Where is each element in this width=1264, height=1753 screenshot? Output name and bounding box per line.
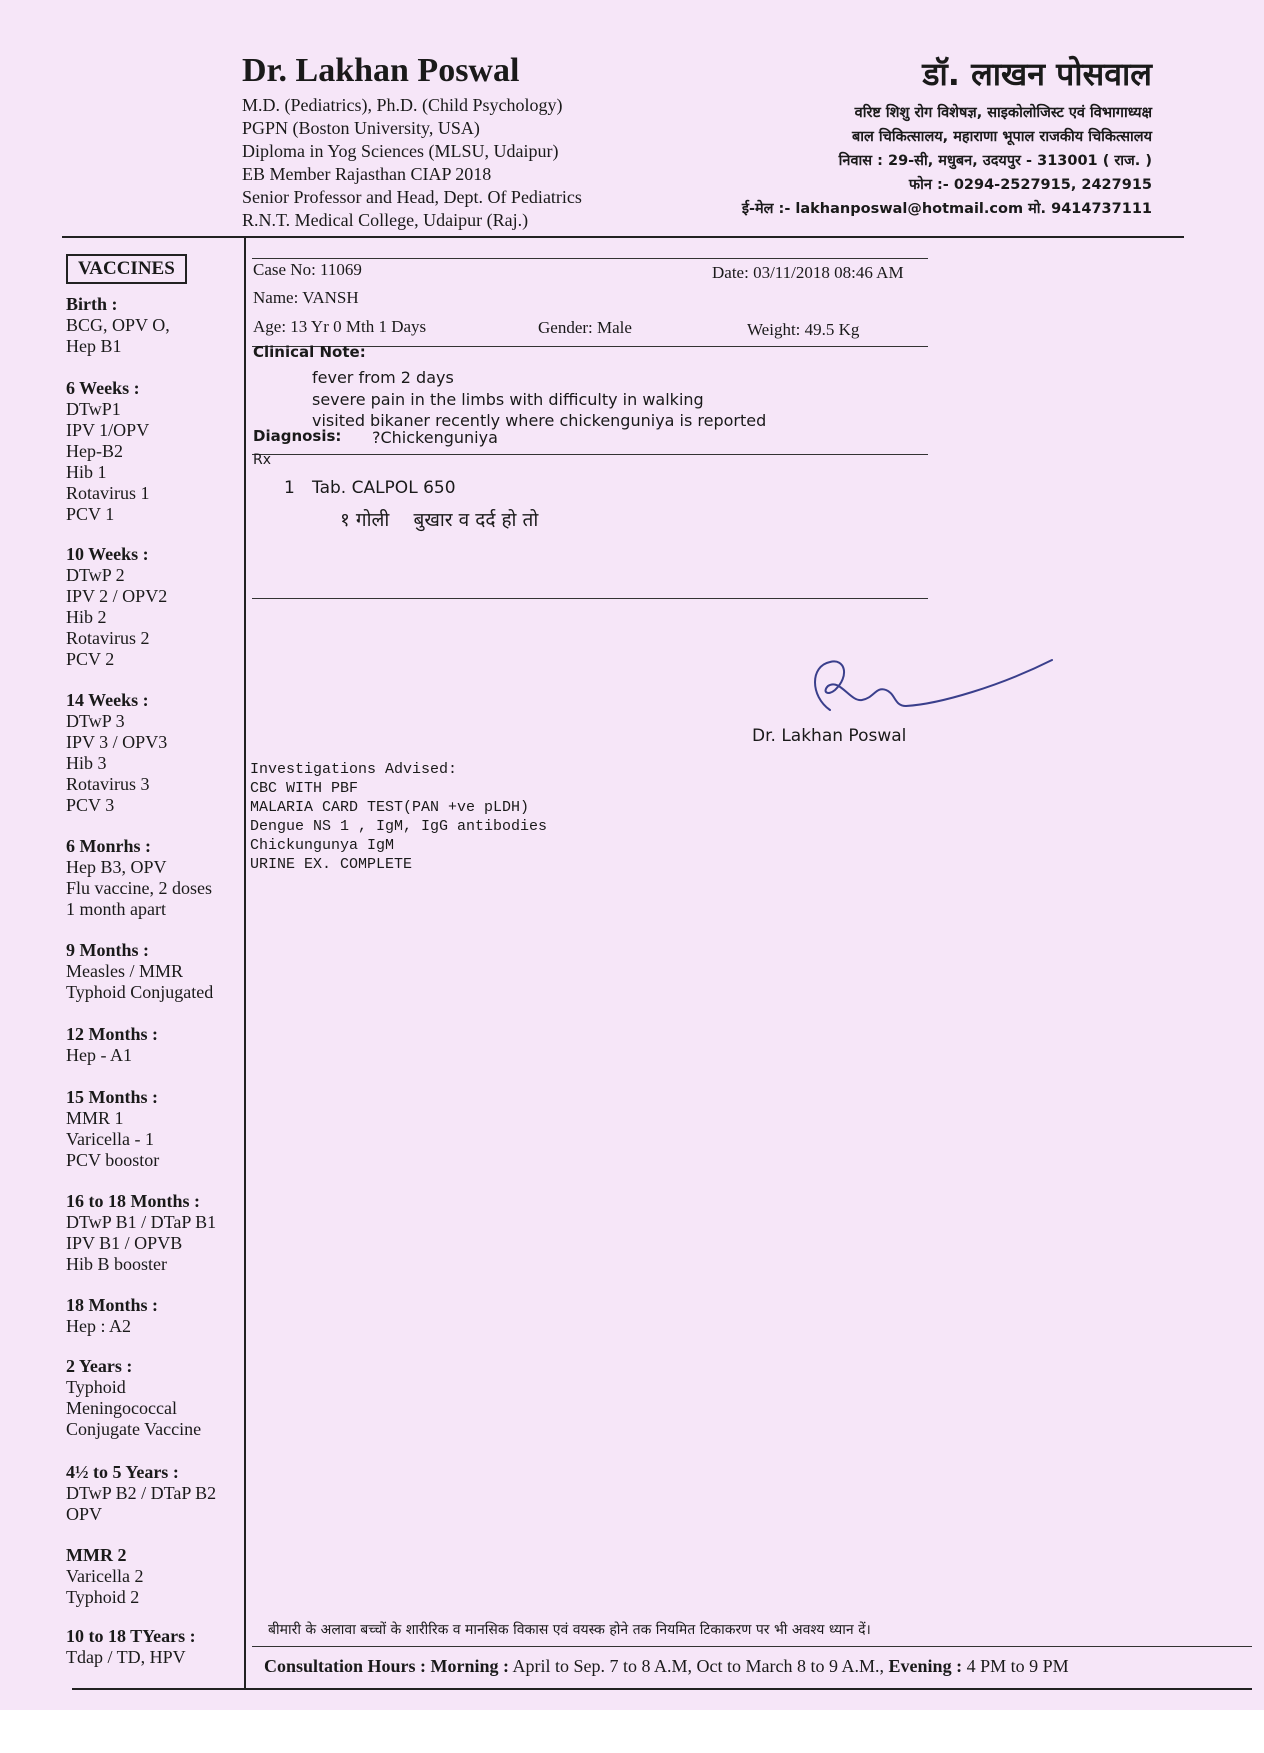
vaccine-item: Hep B3, OPV [66,857,167,877]
doctor-name: Dr. Lakhan Poswal [242,52,520,89]
hindi-line: निवास : 29-सी, मधुबन, उदयपुर - 313001 ( राज. ) [838,153,1152,169]
credential-line: PGPN (Boston University, USA) [242,118,480,138]
vaccine-item: Hep-B2 [66,441,123,461]
investigation-item: MALARIA CARD TEST(PAN +ve pLDH) [250,799,530,816]
credential-line: Senior Professor and Head, Dept. Of Pediatrics [242,187,582,207]
vaccine-group [66,1191,216,1275]
morning-hours: April to Sep. 7 to 8 A.M, Oct to March 8 to 9 A.M., [512,1656,885,1676]
vaccine-group [66,690,167,816]
vaccine-item: Hib 3 [66,753,107,773]
vaccine-item: Rotavirus 3 [66,774,150,794]
rule [252,258,928,259]
credential-line: EB Member Rajasthan CIAP 2018 [242,164,492,184]
column-divider [244,238,246,1688]
vaccine-item: Measles / MMR [66,961,183,981]
vaccine-item: DTwP 3 [66,711,125,731]
vaccine-group [66,940,213,1003]
vaccine-item: Typhoid [66,1377,126,1397]
vaccine-item: Meningococcal [66,1398,177,1418]
vaccine-item: PCV 1 [66,504,115,524]
vaccine-item: IPV B1 / OPVB [66,1233,183,1253]
vaccine-item: Conjugate Vaccine [66,1419,202,1439]
evening-label: Evening : [888,1656,963,1676]
clinical-note-label: Clinical Note: [253,343,366,361]
clinical-note: visited bikaner recently where chickenguniya is reported [312,411,767,430]
vaccine-group [66,836,212,920]
vaccine-group [66,1356,201,1440]
investigations-title: Investigations Advised: [250,761,458,778]
vaccine-item: IPV 1/OPV [66,420,150,440]
hindi-line: फोन :- 0294-2527915, 2427915 [908,177,1152,193]
visit-date: Date: 03/11/2018 08:46 AM [712,263,904,282]
vaccine-group-heading: 2 Years : [66,1356,133,1376]
vaccine-item: Typhoid Conjugated [66,982,214,1002]
evening-hours: 4 PM to 9 PM [966,1656,1069,1676]
doctor-name-hindi: डॉ. लाखन पोसवाल [922,55,1152,93]
rx-item-number: 1 [284,478,295,498]
vaccine-group-heading: 9 Months : [66,940,150,960]
vaccine-item: IPV 3 / OPV3 [66,732,168,752]
hindi-line: ई-मेल :- lakhanposwal@hotmail.com मो. 9414737111 [741,201,1152,217]
vaccine-group-heading: 6 Weeks : [66,378,140,398]
vaccine-item: 1 month apart [66,899,166,919]
diagnosis-value: ?Chickenguniya [372,428,498,447]
vaccine-group [66,544,167,670]
investigation-item: Dengue NS 1 , IgM, IgG antibodies [250,818,548,835]
vaccine-group-heading: 18 Months : [66,1295,159,1315]
vaccine-item: Typhoid 2 [66,1587,140,1607]
vaccine-item: Hep B1 [66,336,122,356]
vaccine-group-heading: 10 to 18 TYears : [66,1626,196,1646]
rx-label: Rx [253,452,272,468]
vaccine-item: Hep : A2 [66,1316,131,1336]
case-number: Case No: 11069 [253,260,362,279]
rule [252,454,928,455]
hindi-line: बाल चिकित्सालय, महाराणा भूपाल राजकीय चिकित्सालय [851,129,1152,145]
vaccine-group-heading: 10 Weeks : [66,544,149,564]
footer-bottom-rule [72,1688,1252,1690]
vaccine-group [66,378,150,525]
hindi-line: वरिष्ट शिशु रोग विशेषज्ञ, साइकोलोजिस्ट एवं विभागाध्यक्ष [854,105,1152,121]
vaccine-group [66,1545,143,1608]
rx-instruction: १ गोली बुखार व दर्द हो तो [340,509,539,531]
vaccine-group [66,1626,196,1668]
investigation-item: URINE EX. COMPLETE [250,856,413,873]
vaccine-item: Hib 1 [66,462,107,482]
patient-age: Age: 13 Yr 0 Mth 1 Days [253,317,427,336]
footer-divider [252,1646,1252,1647]
vaccine-item: PCV boostor [66,1150,160,1170]
clinical-note: fever from 2 days [312,368,454,387]
credential-line: Diploma in Yog Sciences (MLSU, Udaipur) [242,141,559,161]
vaccine-group [66,1295,158,1337]
vaccine-item: PCV 2 [66,649,115,669]
credential-line: M.D. (Pediatrics), Ph.D. (Child Psychology) [242,95,563,115]
header-divider [62,236,1184,238]
clinical-note: severe pain in the limbs with difficulty in walking [312,390,704,409]
vaccine-group-heading: 16 to 18 Months : [66,1191,200,1211]
vaccine-item: Hib 2 [66,607,107,627]
vaccine-item: IPV 2 / OPV2 [66,586,168,606]
vaccine-item: MMR 1 [66,1108,124,1128]
vaccine-item: Tdap / TD, HPV [66,1647,186,1667]
vaccine-group [66,1024,158,1066]
vaccine-group-heading: Birth : [66,294,118,314]
credential-line: R.N.T. Medical College, Udaipur (Raj.) [242,210,529,230]
patient-name: Name: VANSH [253,288,359,307]
vaccine-group [66,1462,216,1525]
vaccine-item: Varicella 2 [66,1566,144,1586]
vaccine-group-heading: 15 Months : [66,1087,159,1107]
vaccine-item: Varicella - 1 [66,1129,154,1149]
vaccine-item: Rotavirus 1 [66,483,150,503]
vaccine-item: Hib B booster [66,1254,167,1274]
vaccine-item: Rotavirus 2 [66,628,150,648]
vaccine-group [66,1087,159,1171]
vaccine-group-heading: 6 Monrhs : [66,836,151,856]
vaccine-item: DTwP1 [66,399,121,419]
consultation-hours [264,1656,1069,1677]
vaccine-item: OPV [66,1504,103,1524]
vaccine-group [66,294,170,357]
patient-gender: Gender: Male [538,318,632,337]
vaccine-group-heading: 12 Months : [66,1024,159,1044]
vaccine-item: DTwP 2 [66,565,125,585]
diagnosis-label: Diagnosis: [253,427,342,445]
vaccine-group-heading: 4½ to 5 Years : [66,1462,179,1482]
hours-label: Consultation Hours : [264,1656,427,1676]
investigation-item: Chickungunya IgM [250,837,395,854]
vaccine-group-heading: 14 Weeks : [66,690,149,710]
patient-weight: Weight: 49.5 Kg [747,320,860,339]
morning-label: Morning : [430,1656,510,1676]
vaccine-item: Hep - A1 [66,1045,132,1065]
vaccines-title: VACCINES [66,254,187,284]
vaccine-group-heading: MMR 2 [66,1545,127,1565]
vaccine-item: Flu vaccine, 2 doses [66,878,212,898]
signature-scribble-icon [790,656,1060,736]
rule [252,598,928,599]
rx-drug: Tab. CALPOL 650 [312,478,456,498]
signature-name: Dr. Lakhan Poswal [752,726,907,746]
vaccine-item: BCG, OPV O, [66,315,170,335]
vaccine-item: DTwP B2 / DTaP B2 [66,1483,217,1503]
vaccine-item: PCV 3 [66,795,115,815]
footer-note-hindi: बीमारी के अलावा बच्चों के शारीरिक व मानसिक विकास एवं वयस्क होने तक नियमित टिकाकरण पर भी अवश्य ध्यान दें। [268,1622,871,1638]
investigation-item: CBC WITH PBF [250,780,359,797]
vaccine-item: DTwP B1 / DTaP B1 [66,1212,217,1232]
